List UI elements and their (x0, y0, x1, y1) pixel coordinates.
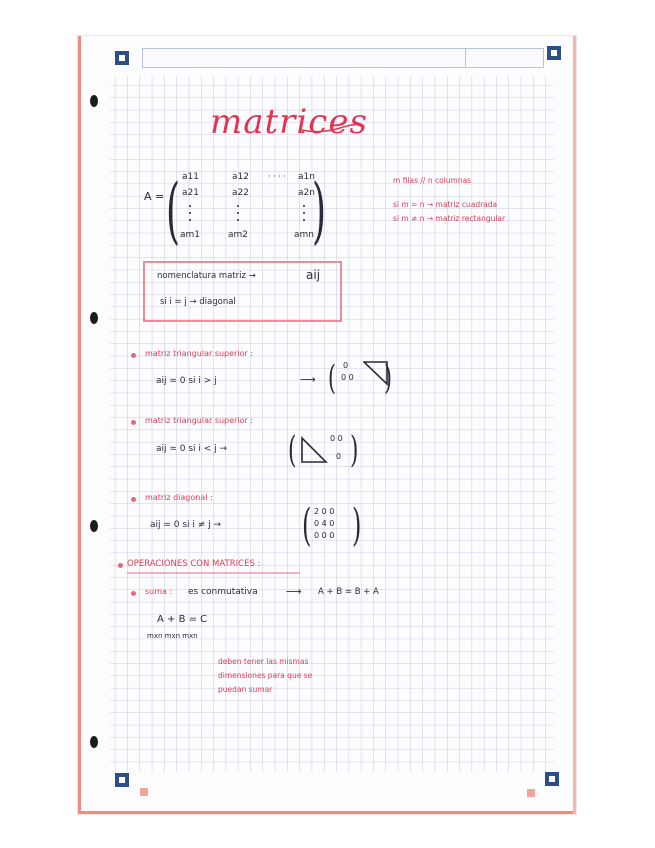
suma-text: es conmutativa (188, 587, 258, 597)
upper-triangular-condition: aij = 0 si i > j (156, 376, 217, 386)
diagonal-heading: matriz diagonal : (145, 493, 213, 502)
matrix-a12: a12 (232, 172, 249, 182)
upper-right-paren: ) (384, 358, 392, 398)
sum-note-line-3: puedan sumar (218, 685, 273, 694)
lower-triangle-shape (300, 436, 328, 464)
bullet (118, 563, 123, 568)
diagonal-right-paren: ) (352, 500, 362, 551)
page-edge-left (78, 36, 81, 814)
upper-matrix-bottom: 0 0 (341, 373, 354, 382)
lower-triangular-heading: matriz triangular superior : (145, 416, 253, 425)
diagonal-rule: si i = j → diagonal (160, 297, 236, 307)
note-square: si m = n → matriz cuadrada (393, 200, 498, 209)
lower-left-paren: ( (288, 430, 297, 471)
upper-triangular-heading: matriz triangular superior : (145, 349, 253, 358)
lower-matrix-bottom: 0 (336, 452, 342, 461)
notebook-page (78, 36, 576, 814)
matrix-amn: amn (294, 230, 314, 240)
page-edge-right (573, 36, 576, 814)
bullet (131, 497, 136, 502)
matrix-right-paren: ) (312, 168, 327, 252)
diagonal-row-1: 2 0 0 (314, 507, 335, 516)
header-box (142, 48, 544, 68)
matrix-left-paren: ( (166, 168, 181, 252)
nomenclature-text: nomenclatura matriz → (157, 271, 256, 281)
operations-heading: OPERACIONES CON MATRICES : (127, 559, 261, 569)
corner-mark-bottom-right (545, 772, 559, 786)
note-rectangular: si m ≠ n → matriz rectangular (393, 214, 506, 223)
sum-note-line-2: dimensiones para que se (218, 671, 313, 680)
lower-triangular-condition: aij = 0 si i < j → (156, 444, 228, 454)
page-title: matrices (210, 102, 368, 142)
upper-left-paren: ( (328, 358, 336, 398)
page-edge-bottom (78, 811, 576, 814)
sum-note-line-1: deben tener las mismas (218, 657, 309, 666)
matrix-vertical-dots (186, 202, 316, 226)
commutative-equation: A + B = B + A (318, 587, 379, 597)
binder-hole (90, 736, 98, 748)
lower-matrix-top: 0 0 (330, 434, 343, 443)
diagonal-row-3: 0 0 0 (314, 531, 335, 540)
suma-arrow: ⟶ (286, 585, 302, 598)
matrix-a2n: a2n (298, 188, 315, 198)
note-rows-cols: m filas // n columnas (393, 176, 472, 185)
matrix-a22: a22 (232, 188, 249, 198)
nomenclature-aij: aij (306, 268, 321, 282)
operations-underline (127, 571, 302, 575)
matrix-lhs: A = (144, 190, 165, 203)
pink-dot-left (140, 788, 148, 796)
corner-mark-bottom-left (115, 773, 129, 787)
suma-label: suma : (145, 587, 173, 596)
upper-triangular-arrow: ⟶ (300, 373, 316, 386)
diagonal-condition: aij = 0 si i ≠ j → (150, 520, 222, 530)
sum-equation: A + B = C (157, 614, 208, 625)
sum-dimensions: mxn mxn mxn (147, 632, 198, 640)
matrix-a11: a11 (182, 172, 199, 182)
upper-matrix-top: 0 (343, 361, 349, 370)
matrix-am2: am2 (228, 230, 249, 240)
corner-mark-top-left (115, 51, 129, 65)
lower-right-paren: ) (350, 430, 359, 471)
matrix-dots-horizontal: · · · · (268, 172, 286, 181)
diagonal-left-paren: ( (302, 500, 312, 551)
matrix-a1n: a1n (298, 172, 315, 182)
bullet (131, 420, 136, 425)
pink-dot-right (527, 789, 535, 797)
binder-hole (90, 312, 98, 324)
matrix-a21: a21 (182, 188, 199, 198)
binder-hole (90, 520, 98, 532)
binder-hole (90, 95, 98, 107)
corner-mark-top-right (547, 46, 561, 60)
grid-pattern (78, 36, 576, 814)
bullet (131, 353, 136, 358)
matrix-am1: am1 (180, 230, 201, 240)
diagonal-row-2: 0 4 0 (314, 519, 335, 528)
title-underline (300, 120, 360, 134)
bullet (131, 591, 136, 596)
